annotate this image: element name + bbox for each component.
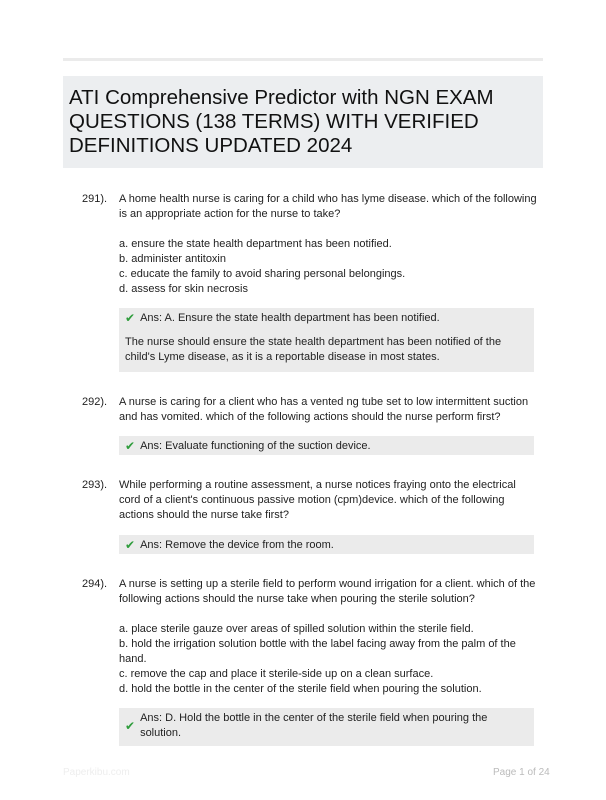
question-number: 293). xyxy=(82,479,108,491)
page-indicator: Page 1 of 24 xyxy=(493,767,550,778)
question-text: A nurse is setting up a sterile field to perform wound irrigation for a client. which of the following actions should the nurse take when pouring the sterile solution? xyxy=(119,578,536,605)
answer-text: Ans: A. Ensure the state health department has been notified. xyxy=(140,312,440,324)
answer-box xyxy=(119,308,534,372)
option-a: a. ensure the state health department has been notified. xyxy=(119,238,392,250)
question-number: 292). xyxy=(82,396,108,408)
options-list xyxy=(119,622,539,697)
option-c: c. educate the family to avoid sharing personal belongings. xyxy=(119,268,406,280)
option-b: b. hold the irrigation solution bottle with the label facing away from the palm of the hand. xyxy=(119,638,516,665)
question-number: 291). xyxy=(82,193,108,205)
answer-explanation: The nurse should ensure the state health department has been notified of the child's Lyme disease, as it is a reportable disease in most states. xyxy=(125,336,502,363)
title-box xyxy=(63,76,543,168)
answer-box xyxy=(119,535,534,554)
question-text: A home health nurse is caring for a child who has lyme disease. which of the following is an appropriate action for the nurse to take? xyxy=(119,193,537,220)
watermark: Paperkibu.com xyxy=(63,767,130,778)
answer-text: Ans: Remove the device from the room. xyxy=(140,539,334,551)
answer-text: Ans: Evaluate functioning of the suction device. xyxy=(140,440,371,452)
document-title: ATI Comprehensive Predictor with NGN EXAM QUESTIONS (138 TERMS) WITH VERIFIED DEFINITIONS UPDATED 2024 xyxy=(69,86,494,157)
option-b: b. administer antitoxin xyxy=(119,253,226,265)
question-number: 294). xyxy=(82,578,108,590)
check-icon: ✔ xyxy=(125,538,136,552)
options-list xyxy=(119,237,539,297)
question-text: A nurse is caring for a client who has a vented ng tube set to low intermittent suction and has vomited. which of the following actions should the nurse perform first? xyxy=(119,396,529,423)
answer-text: Ans: D. Hold the bottle in the center of the sterile field when pouring the solution. xyxy=(140,712,488,739)
option-d: d. hold the bottle in the center of the sterile field when pouring the solution. xyxy=(119,683,482,695)
top-divider xyxy=(63,58,543,61)
option-a: a. place sterile gauze over areas of spilled solution within the sterile field. xyxy=(119,623,474,635)
answer-box xyxy=(119,708,534,746)
check-icon: ✔ xyxy=(125,311,136,325)
answer-box xyxy=(119,436,534,455)
check-icon: ✔ xyxy=(125,439,136,453)
check-icon: ✔ xyxy=(125,718,136,733)
option-c: c. remove the cap and place it sterile-side up on a clean surface. xyxy=(119,668,434,680)
option-d: d. assess for skin necrosis xyxy=(119,283,248,295)
question-text: While performing a routine assessment, a nurse notices fraying onto the electrical cord of a client's continuous passive motion (cpm)device. which of the following actions should the nurse take first? xyxy=(119,479,516,521)
